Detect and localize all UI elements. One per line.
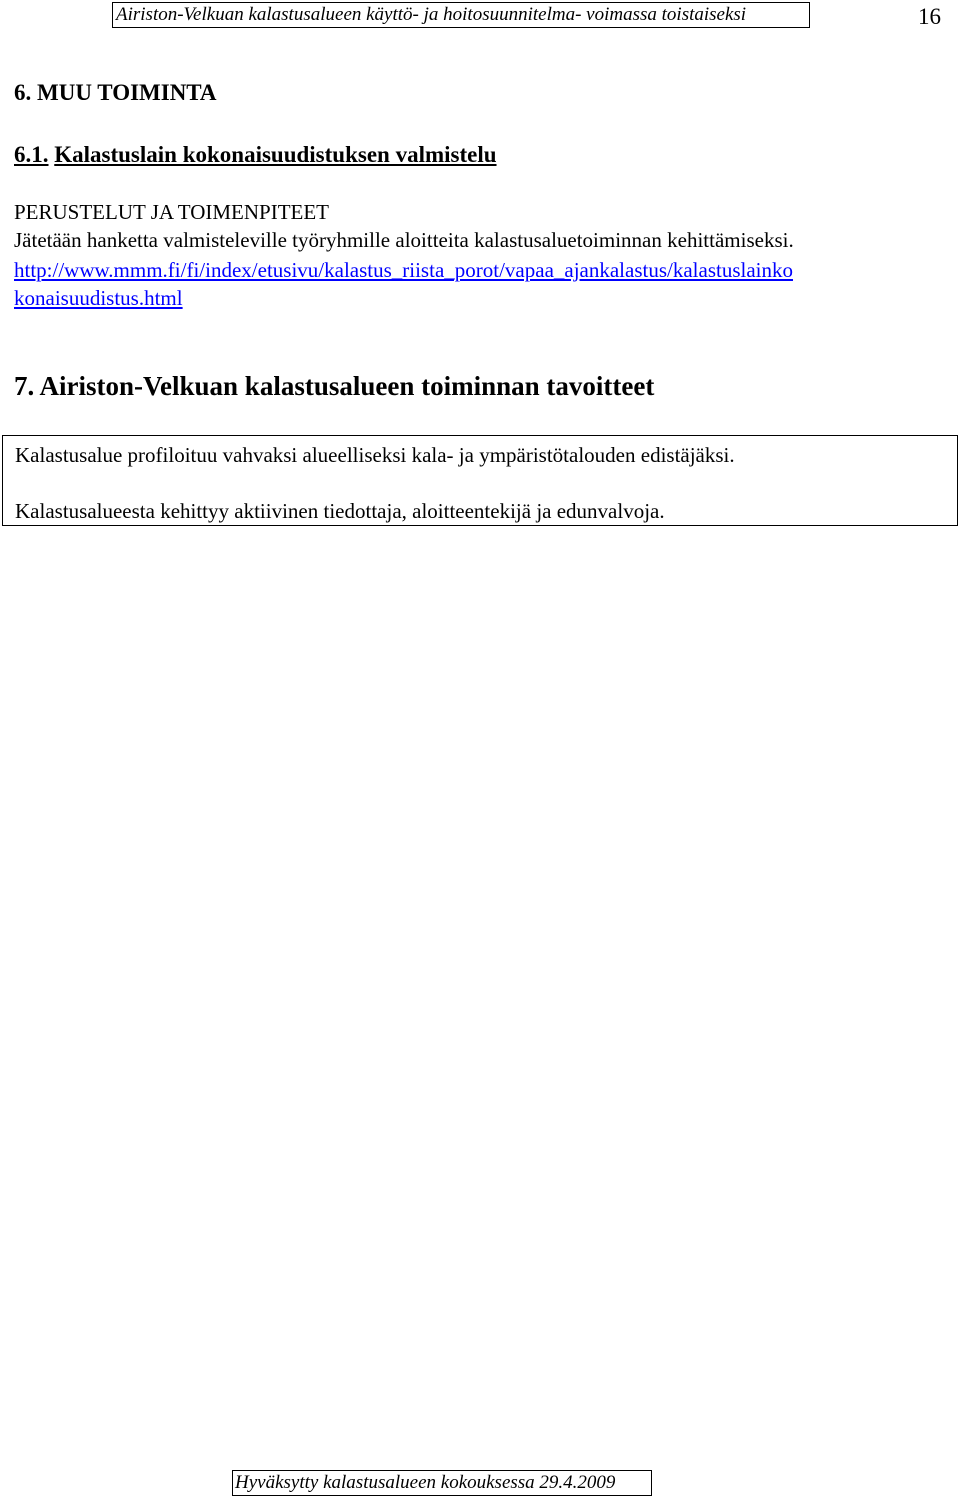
page-number: 16 bbox=[918, 4, 941, 29]
section-7-heading: 7. Airiston-Velkuan kalastusalueen toiminnan tavoitteet bbox=[14, 371, 655, 401]
footer-text: Hyväksytty kalastusalueen kokouksessa 29.4.2009 bbox=[235, 1472, 616, 1493]
subsection-label: PERUSTELUT JA TOIMENPITEET bbox=[14, 200, 330, 224]
subsection-6-1-heading bbox=[14, 141, 497, 169]
reference-link-line1[interactable]: http://www.mmm.fi/fi/index/etusivu/kalastus_riista_porot/vapaa_ajankalastus/kalastuslainko bbox=[14, 258, 793, 282]
goal-item: Kalastusalueesta kehittyy aktiivinen tiedottaja, aloitteentekijä ja edunvalvoja. bbox=[15, 499, 665, 523]
running-header bbox=[112, 2, 810, 28]
footer-approval bbox=[232, 1470, 652, 1496]
subsection-number: 6.1. bbox=[14, 142, 49, 167]
subsection-text: Jätetään hanketta valmisteleville työryhmille aloitteita kalastusaluetoiminnan kehittämiseksi. bbox=[14, 228, 794, 252]
section-6-heading: 6. MUU TOIMINTA bbox=[14, 80, 217, 105]
reference-link-line2[interactable]: konaisuudistus.html bbox=[14, 286, 183, 310]
subsection-title: Kalastuslain kokonaisuudistuksen valmistelu bbox=[54, 142, 497, 167]
goal-item: Kalastusalue profiloituu vahvaksi alueelliseksi kala- ja ympäristötalouden edistäjäksi. bbox=[15, 443, 735, 467]
running-header-title: Airiston-Velkuan kalastusalueen käyttö- ja hoitosuunnitelma- voimassa toistaiseksi bbox=[116, 4, 747, 25]
goals-box bbox=[2, 435, 958, 526]
